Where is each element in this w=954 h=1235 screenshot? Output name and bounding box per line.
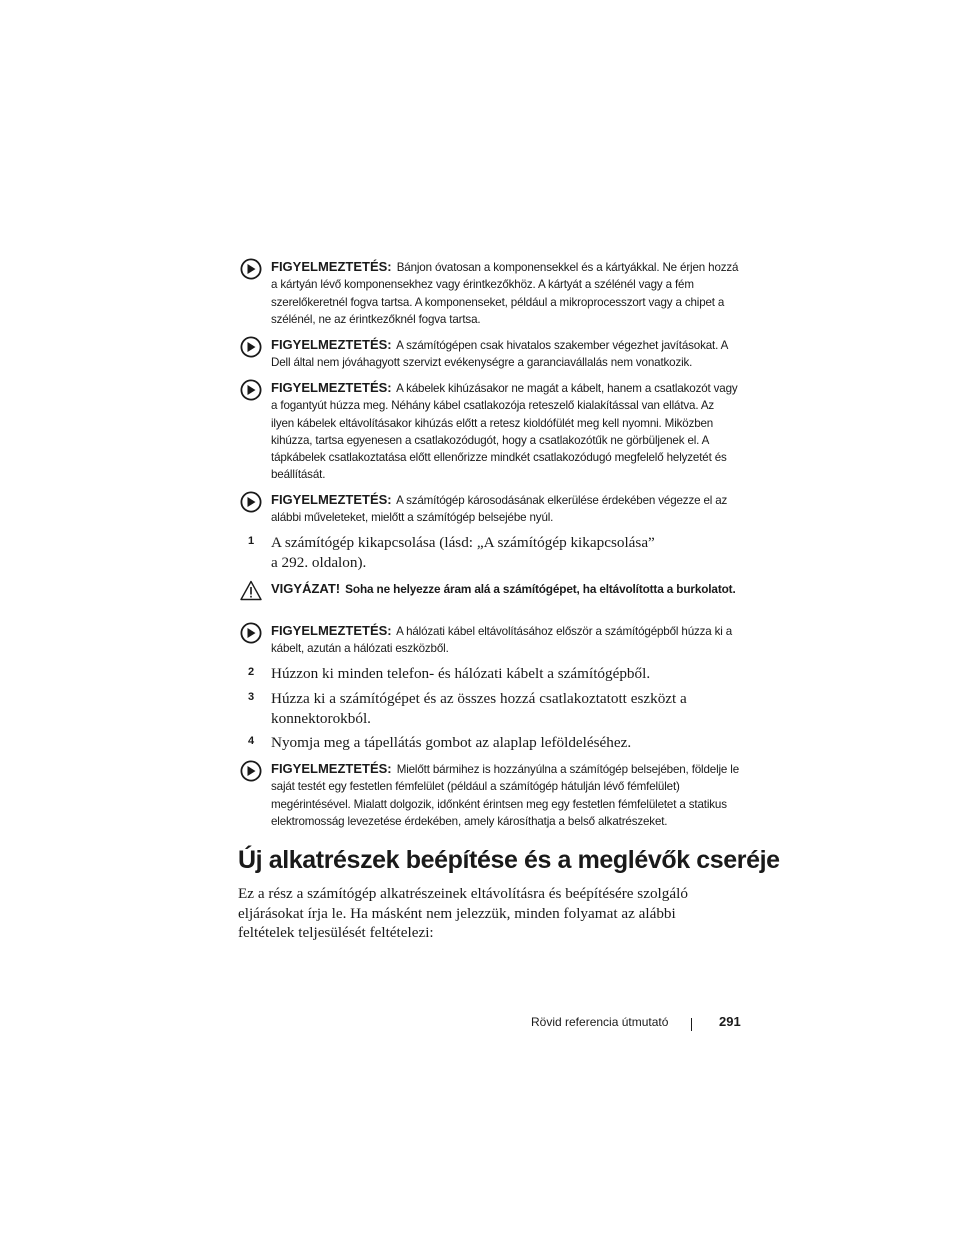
step-number: 1 xyxy=(248,535,255,547)
notice-icon xyxy=(240,379,262,401)
step-text: Húzzon ki minden telefon- és hálózati kábelt a számítógépből. xyxy=(271,665,651,682)
notice-keyword: FIGYELMEZTETÉS: xyxy=(271,623,392,638)
notice-body: Mielőtt bármihez is hozzányúlna a számítógép belsejében, földelje le saját testét egy festetlen fémfelület (például a számítógép hátulján lévő fémfelület) megérintésével. Mialatt dolgozik, időnként érintsen meg egy festetlen fémfelületet a statikus elektromosság levezetése érdekében, amely károsíthatja a belső alkatrészeket. xyxy=(271,763,740,828)
footer-title: Rövid referencia útmutató xyxy=(531,1015,669,1029)
notice-icon xyxy=(240,491,262,513)
notice-text xyxy=(271,622,740,658)
notice-text xyxy=(271,258,740,328)
section-heading: Új alkatrészek beépítése és a meglévők cseréje xyxy=(238,846,780,874)
notice-body: A számítógép károsodásának elkerülése érdekében végezze el az alábbi műveleteket, mielőtt a számítógép belsejébe nyúl. xyxy=(271,494,728,525)
caution-body: Soha ne helyezze áram alá a számítógépet, ha eltávolította a burkolatot. xyxy=(345,582,736,596)
section-intro: Ez a rész a számítógép alkatrészeinek eltávolításra és beépítésére szolgáló eljárásokat írja le. Ha másként nem jelezzük, minden folyamat az alábbi feltételek teljesülését feltételezi: xyxy=(238,885,688,942)
caution-icon xyxy=(240,580,262,602)
step-text: A számítógép kikapcsolása (lásd: „A számítógép kikapcsolása” a 292. oldalon). xyxy=(271,534,655,571)
notice-icon xyxy=(240,622,262,644)
footer-separator xyxy=(691,1018,692,1031)
caution-text xyxy=(271,580,740,598)
notice-text xyxy=(271,491,740,527)
step-number: 3 xyxy=(248,691,255,703)
caution-keyword: VIGYÁZAT! xyxy=(271,581,341,596)
step-number: 4 xyxy=(248,735,255,747)
notice-keyword: FIGYELMEZTETÉS: xyxy=(271,337,392,352)
notice-body: Bánjon óvatosan a komponensekkel és a kártyákkal. Ne érjen hozzá a kártyán lévő komponensekhez vagy érintkezőkhöz. A kártyát a szélénél vagy a fém szerelőkeretnél fogva tartsa. A komponenseket, például a mikroprocesszort vagy a chipet a szélénél, ne az érintkezőknél fogva tartsa. xyxy=(271,261,739,326)
notice-icon xyxy=(240,336,262,358)
notice-keyword: FIGYELMEZTETÉS: xyxy=(271,492,392,507)
notice-icon xyxy=(240,760,262,782)
page-number: 291 xyxy=(719,1014,741,1029)
notice-body: A számítógépen csak hivatalos szakember végezhet javításokat. A Dell által nem jóváhagyott szervizt evékenységre a garanciavállalás nem vonatkozik. xyxy=(271,339,728,370)
notice-keyword: FIGYELMEZTETÉS: xyxy=(271,380,392,395)
notice-body: A hálózati kábel eltávolításához először a számítógépből húzza ki a kábelt, azután a hálózati eszközből. xyxy=(271,625,733,656)
notice-text xyxy=(271,379,740,484)
notice-text xyxy=(271,760,740,830)
notice-keyword: FIGYELMEZTETÉS: xyxy=(271,761,392,776)
notice-body: A kábelek kihúzásakor ne magát a kábelt, hanem a csatlakozót vagy a fogantyút húzza meg. Néhány kábel csatlakozója reteszelő kialakítással van ellátva. Az ilyen kábelek eltávolításakor kihúzás előtt a retesz kioldófülét meg kell nyomni. Miközben kihúzza, tartsa egyenesen a csatlakozódugót, hogy a csatlakozótűk ne görbüljenek el. A tápkábelek csatlakoztatása előtt ellenőrizze mindkét csatlakozódugó megfelelő helyzetét és beállítását. xyxy=(271,382,738,482)
notice-keyword: FIGYELMEZTETÉS: xyxy=(271,259,392,274)
step-text: Húzza ki a számítógépet és az összes hozzá csatlakoztatott eszközt a konnektorokból. xyxy=(271,690,687,727)
step-number: 2 xyxy=(248,666,255,678)
step-text: Nyomja meg a tápellátás gombot az alaplap leföldeléséhez. xyxy=(271,734,632,751)
notice-text xyxy=(271,336,740,372)
notice-icon xyxy=(240,258,262,280)
